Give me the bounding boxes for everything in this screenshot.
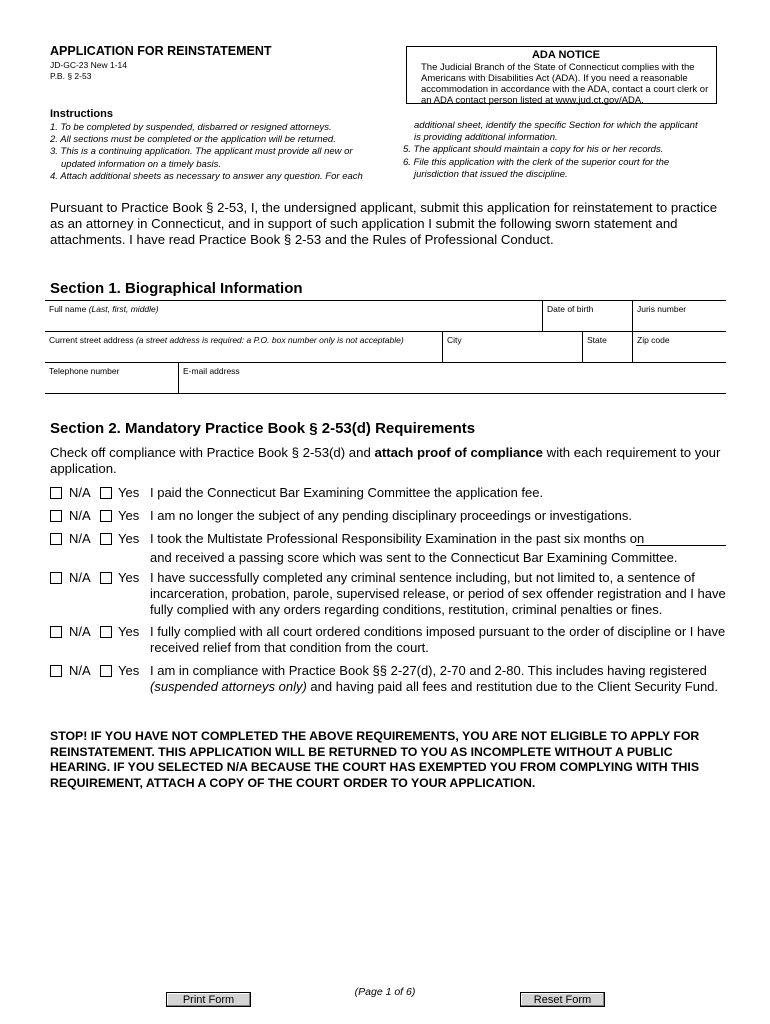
instruction-line: 6. File this application with the clerk of the superior court for the (403, 156, 670, 168)
date-of-birth-field[interactable] (542, 301, 632, 331)
req2-yes-checkbox[interactable] (100, 510, 112, 522)
full-name-label: Full name (Last, first, middle) (49, 304, 159, 314)
ada-notice-box (406, 46, 717, 104)
req2-na-checkbox[interactable] (50, 510, 62, 522)
form-number-block (50, 60, 127, 82)
form-number: JD-GC-23 New 1-14 (50, 60, 127, 70)
req4-na-checkbox[interactable] (50, 572, 62, 584)
form-title: APPLICATION FOR REINSTATEMENT (50, 44, 272, 58)
street-address-label: Current street address (49, 335, 134, 345)
requirement-text: I took the Multistate Professional Responsibility Examination in the past six months on (150, 531, 645, 546)
reset-form-button[interactable]: Reset Form (520, 992, 605, 1007)
email-field[interactable] (178, 363, 726, 393)
req3-yes-checkbox[interactable] (100, 533, 112, 545)
yes-label: Yes (118, 531, 140, 546)
page-number: (Page 1 of 6) (354, 986, 416, 998)
yes-label: Yes (118, 570, 140, 585)
juris-number-field[interactable] (632, 301, 726, 331)
street-address-note: (a street address is required: a P.O. box number only is not acceptable) (135, 335, 404, 345)
instruction-line: updated information on a timely basis. (61, 158, 222, 170)
yes-label: Yes (118, 485, 140, 500)
print-form-button[interactable]: Print Form (166, 992, 251, 1007)
zip-code-field[interactable] (632, 332, 726, 362)
yes-label: Yes (118, 624, 140, 639)
requirement-text: I have successfully completed any criminal sentence including, but not limited to, a sentence of incarceration, probation, parole, supervised release, or period of sex offender registration and I have fully complied with any orders regarding conditions, restitution, criminal penalties or fines. (150, 570, 726, 617)
yes-label: Yes (118, 663, 140, 678)
street-address-field[interactable] (45, 332, 442, 362)
bio-row-name (45, 301, 726, 332)
req6-na-checkbox[interactable] (50, 665, 62, 677)
telephone-field[interactable] (45, 363, 178, 393)
bio-row-address (45, 332, 726, 363)
req1-na-checkbox[interactable] (50, 487, 62, 499)
instructions-left-column (50, 122, 390, 183)
state-field[interactable] (582, 332, 632, 362)
email-label: E-mail address (183, 366, 240, 376)
ada-notice-heading: ADA NOTICE (531, 49, 601, 61)
telephone-label: Telephone number (49, 366, 120, 376)
instructions-right-column (403, 120, 723, 181)
ada-notice-text: The Judicial Branch of the State of Connecticut complies with the Americans with Disabilities Act (ADA). If you need a reasonable accommodation in accordance with the ADA, contact a court clerk or an ADA contact person listed at www.jud.ct.gov/ADA. (421, 62, 709, 106)
req1-yes-checkbox[interactable] (100, 487, 112, 499)
req3-na-checkbox[interactable] (50, 533, 62, 545)
state-label: State (587, 335, 607, 345)
instruction-line: jurisdiction that issued the discipline. (414, 168, 568, 180)
bio-row-contact (45, 363, 726, 394)
requirement-text: I paid the Connecticut Bar Examining Committee the application fee. (150, 485, 544, 500)
full-name-field[interactable] (45, 301, 542, 331)
date-of-birth-label: Date of birth (547, 304, 594, 314)
na-label: N/A (69, 508, 91, 523)
city-label: City (447, 335, 462, 345)
req5-na-checkbox[interactable] (50, 626, 62, 638)
section1-heading: Section 1. Biographical Information (50, 280, 303, 297)
req6-yes-checkbox[interactable] (100, 665, 112, 677)
yes-label: Yes (118, 508, 140, 523)
city-field[interactable] (442, 332, 582, 362)
zip-code-label: Zip code (637, 335, 670, 345)
instruction-line: additional sheet, identify the specific Section for which the applicant (414, 120, 698, 131)
na-label: N/A (69, 570, 91, 585)
mpre-date-field[interactable] (636, 545, 726, 546)
instruction-line: is providing additional information. (414, 132, 558, 144)
instruction-line: 4. Attach additional sheets as necessary to answer any question. For each (50, 170, 363, 182)
biographical-grid (45, 300, 726, 394)
instructions-heading: Instructions (50, 108, 113, 120)
req4-yes-checkbox[interactable] (100, 572, 112, 584)
requirement-text-continued: and received a passing score which was sent to the Connecticut Bar Examining Committee. (150, 550, 678, 565)
section2-intro: Check off compliance with Practice Book § 2-53(d) and attach proof of compliance with each requirement to your application. (50, 445, 721, 476)
form-rule: P.B. § 2-53 (50, 71, 92, 81)
juris-number-label: Juris number (637, 304, 687, 314)
intro-paragraph: Pursuant to Practice Book § 2-53, I, the undersigned applicant, submit this application for reinstatement to practice as an attorney in Connecticut, and in support of such application I submit the following sworn statement and attachments. I have read Practice Book § 2-53 and the Rules of Professional Conduct. (50, 200, 718, 247)
na-label: N/A (69, 663, 91, 678)
instruction-line: 3. This is a continuing application. The applicant must provide all new or (50, 146, 353, 158)
section2-heading: Section 2. Mandatory Practice Book § 2-53(d) Requirements (50, 420, 476, 437)
na-label: N/A (69, 531, 91, 546)
na-label: N/A (69, 624, 91, 639)
requirement-text: I am no longer the subject of any pending disciplinary proceedings or investigations. (150, 508, 633, 523)
instruction-line: 5. The applicant should maintain a copy for his or her records. (403, 144, 664, 156)
req5-yes-checkbox[interactable] (100, 626, 112, 638)
na-label: N/A (69, 485, 91, 500)
instruction-line: 2. All sections must be completed or the application will be returned. (50, 134, 336, 146)
requirement-text: I am in compliance with Practice Book §§ 2-27(d), 2-70 and 2-80. This includes having registered (suspended attorneys only) and having paid all fees and restitution due to the Client Security Fund. (150, 663, 719, 694)
requirement-text: I fully complied with all court ordered conditions imposed pursuant to the order of discipline or I have received relief from that condition from the court. (150, 624, 726, 655)
stop-warning: STOP! IF YOU HAVE NOT COMPLETED THE ABOVE REQUIREMENTS, YOU ARE NOT ELIGIBLE TO APPLY FOR REINSTATEMENT. THIS APPLICATION WILL BE RETURNED TO YOU AS INCOMPLETE WITHOUT A PUBLIC HEARING. IF YOU SELECTED N/A BECAUSE THE COURT HAS EXEMPTED YOU FROM COMPLYING WITH THIS REQUIREMENT, ATTACH A COPY OF THE COURT ORDER TO YOUR APPLICATION. (50, 729, 700, 790)
instruction-line: 1. To be completed by suspended, disbarred or resigned attorneys. (50, 122, 332, 133)
